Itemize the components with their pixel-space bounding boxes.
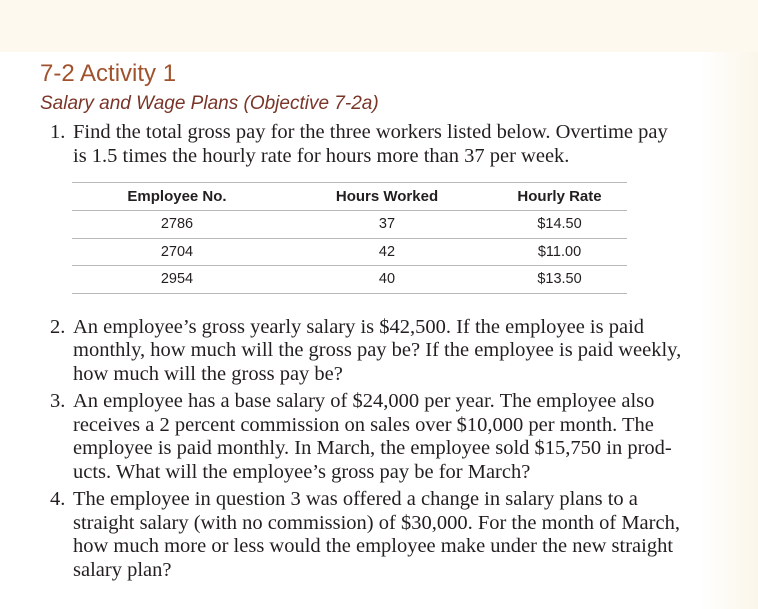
table-header-row [72,183,627,211]
question-number: 2. [50,315,66,338]
question-2 [40,316,710,387]
question-line: An employee’s gross yearly salary is $42,500. If the employee is paid [73,315,645,338]
question-line: An employee has a base salary of $24,000 per year. The employee also [73,390,655,412]
question-4 [40,488,710,582]
column-header-hourly-rate: Hourly Rate [492,183,627,211]
question-line: monthly, how much will the gross pay be? If the employee is paid weekly, [73,339,682,361]
activity-title: 7-2 Activity 1 [40,60,177,87]
question-number: 1. [50,121,66,143]
hourly-rate-cell: $13.50 [492,266,627,294]
question-line: receives a 2 percent commission on sales over $10,000 per month. The [73,413,654,436]
table-row [72,238,627,266]
question-line: ucts. What will the employee’s gross pay be for March? [73,460,531,483]
hourly-rate-cell: $11.00 [492,238,627,266]
question-number: 3. [50,390,66,412]
question-line: how much more or less would the employee make under the new straight [73,535,674,557]
question-line: Find the total gross pay for the three workers listed below. Overtime pay [73,121,668,143]
hourly-rate-cell: $14.50 [492,211,627,239]
employee-no-cell: 2786 [72,211,282,239]
question-line: is 1.5 times the hourly rate for hours more than 37 per week. [73,144,570,167]
table-row [72,211,627,239]
table-row [72,266,627,294]
employee-no-cell: 2954 [72,266,282,294]
employee-no-cell: 2704 [72,238,282,266]
question-line: The employee in question 3 was offered a change in salary plans to a [73,488,638,510]
activity-content [40,60,710,582]
activity-subtitle: Salary and Wage Plans (Objective 7-2a) [40,93,379,114]
column-header-employee-no: Employee No. [72,183,282,211]
hours-worked-cell: 42 [282,238,492,266]
hours-worked-cell: 37 [282,211,492,239]
question-3 [40,390,710,484]
question-line: employee is paid monthly. In March, the employee sold $15,750 in prod- [73,437,672,459]
question-line: salary plan? [73,558,172,581]
page-top-band [0,0,758,52]
question-1 [40,121,710,168]
column-header-hours-worked: Hours Worked [282,183,492,211]
question-number: 4. [50,488,66,510]
question-line: straight salary (with no commission) of $30,000. For the month of March, [73,511,680,534]
hours-worked-cell: 40 [282,266,492,294]
employee-wage-table [72,182,627,294]
question-line: how much will the gross pay be? [73,362,343,385]
